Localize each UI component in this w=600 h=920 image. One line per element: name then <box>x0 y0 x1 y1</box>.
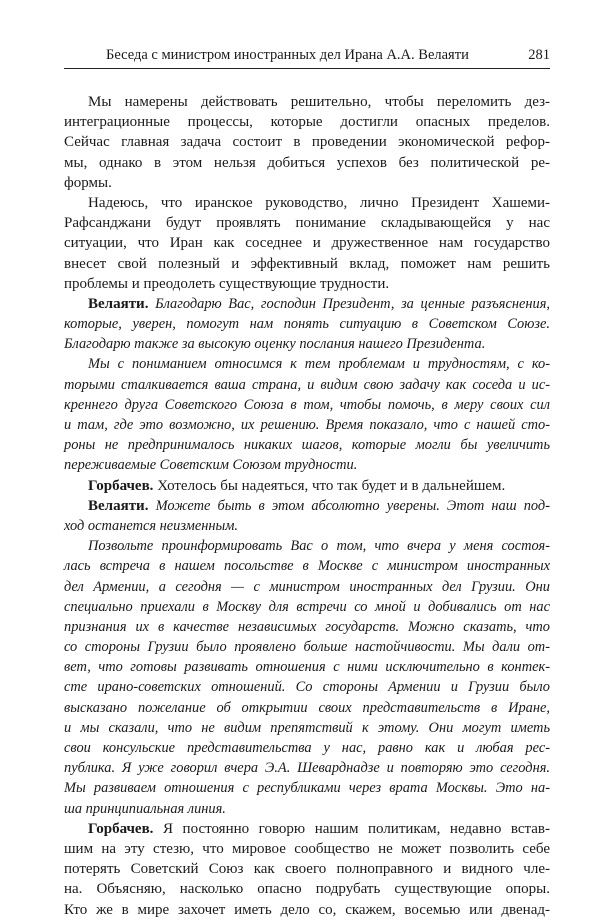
text-line <box>64 213 550 233</box>
line-text: и там, где это возможно, их решению. Время показало, что с нашей сто- <box>64 417 550 433</box>
line-text: признания их в качестве независимых государств. Можно сказать, что <box>64 618 550 635</box>
text-line <box>64 92 550 112</box>
text-line <box>64 274 550 294</box>
line-text: специально приехали в Москву для встречи со мной и добивались от нас <box>64 598 550 615</box>
line-text: на. Объясняю, насколько опасно подрубать существующие опоры. <box>64 881 550 898</box>
text-line <box>64 597 550 617</box>
line-text: креннего друга Советского Союза в том, чтобы помочь, в меру своих сил <box>64 396 550 413</box>
text-line <box>64 314 550 334</box>
line-text: дел Армении, а сегодня — с министром иностранных дел Грузии. Они <box>64 578 550 595</box>
text-line <box>64 233 550 253</box>
line-text: и мы сказали, что не видим препятствий к этому. Они могут иметь <box>64 719 550 736</box>
line-text: шим на эту стезю, что мировое сообщество не может позволить себе <box>64 840 550 857</box>
page-body <box>64 92 550 920</box>
text-line <box>64 819 550 839</box>
text-line <box>64 698 550 718</box>
line-text: торыми сталкивается ваша страна, и видим свою задачу как соседа и ис- <box>64 376 550 393</box>
line-text: Благодарю также за высокую оценку послания нашего Президента. <box>64 336 486 353</box>
line-text: ход останется неизменным. <box>64 517 239 534</box>
line-text: Можете быть в этом абсолютно уверены. Этот наш под- <box>148 497 550 514</box>
text-line <box>64 132 550 152</box>
speaker-name: Велаяти. <box>88 497 149 514</box>
line-text: Позвольте проинформировать Вас о том, что вчера у меня состоя- <box>88 538 550 555</box>
line-text: переживаемые Советским Союзом трудности. <box>64 457 358 474</box>
page-header <box>64 46 550 69</box>
line-text: ситуации, что Иран как соседнее и дружественное нам государство <box>64 235 550 252</box>
text-line <box>64 153 550 173</box>
text-line <box>64 516 550 536</box>
speaker-name: Велаяти. <box>88 295 149 312</box>
line-text: Я постоянно говорю нашим политикам, недавно встав- <box>153 820 550 837</box>
text-line <box>64 839 550 859</box>
text-line <box>64 879 550 899</box>
running-title: Беседа с министром иностранных дел Ирана А.А. Велаяти <box>106 47 469 63</box>
line-text: Кто же в мире захочет иметь дело со, скажем, восемью или двенад- <box>64 901 550 918</box>
text-line <box>64 778 550 798</box>
line-text: Рафсанджани будут проявлять понимание складывающейся у нас <box>64 215 550 232</box>
line-text: потерять Советский Союз как своего полноправного и видного чле- <box>64 861 550 878</box>
line-text: сте ирано-советских отношений. Со стороны Армении и Грузии было <box>64 679 550 696</box>
text-line <box>64 496 550 516</box>
line-text: публика. Я уже говорил вчера Э.А. Шеварднадзе и повторяю это сегодня. <box>64 760 550 777</box>
page-number: 281 <box>528 47 550 63</box>
line-text: проблемы и преодолеть существующие трудности. <box>64 275 390 292</box>
line-text: Мы с пониманием относимся к тем проблемам и трудностям, с ко- <box>88 356 550 373</box>
line-text: которые, уверен, помогут нам понять ситуацию в Советском Союзе. <box>64 316 550 333</box>
line-text: интеграционные процессы, которые достигли опасных пределов. <box>64 114 550 131</box>
text-line <box>64 536 550 556</box>
line-text: высказано пожелание об открытии своих представительств в Иране, <box>64 699 550 716</box>
line-text: со стороны Грузии было проявлено больше настойчивости. Мы дали от- <box>64 639 550 656</box>
text-line <box>64 657 550 677</box>
text-line <box>64 900 550 920</box>
text-line <box>64 354 550 374</box>
text-line <box>64 375 550 395</box>
text-line <box>64 415 550 435</box>
speaker-name: Горбачев. <box>88 820 154 837</box>
text-line <box>64 173 550 193</box>
line-text: Мы развиваем отношения с республиками через врата Москвы. Это на- <box>64 780 550 797</box>
text-line <box>64 254 550 274</box>
text-line <box>64 799 550 819</box>
text-line <box>64 294 550 314</box>
text-line <box>64 758 550 778</box>
text-line <box>64 395 550 415</box>
line-text: ша принципиальная линия. <box>64 800 226 817</box>
text-line <box>64 577 550 597</box>
line-text: вет, что готовы развивать отношения с ними исключительно в контек- <box>64 659 550 676</box>
text-line <box>64 718 550 738</box>
speaker-name: Горбачев. <box>88 477 154 494</box>
text-line <box>64 435 550 455</box>
line-text: Мы намерены действовать решительно, чтобы переломить дез- <box>88 94 550 110</box>
text-line <box>64 334 550 354</box>
line-text: Хотелось бы надеяться, что так будет и в дальнейшем. <box>153 477 506 494</box>
line-text: формы. <box>64 174 112 191</box>
text-line <box>64 859 550 879</box>
text-line <box>64 738 550 758</box>
text-line <box>64 617 550 637</box>
text-line <box>64 112 550 132</box>
text-line <box>64 637 550 657</box>
line-text: внесет свой полезный и эффективный вклад, поможет нам решить <box>64 255 550 272</box>
line-text: Сейчас главная задача состоит в проведении экономической рефор- <box>64 134 550 151</box>
line-text: Надеюсь, что иранское руководство, лично Президент Хашеми- <box>88 194 550 211</box>
line-text: Благодарю Вас, господин Президент, за ценные разъяснения, <box>148 295 550 312</box>
text-line <box>64 677 550 697</box>
text-line <box>64 455 550 475</box>
line-text: роны не предпринималось никаких шагов, которые могли бы увеличить <box>64 437 550 454</box>
line-text: свои консульские представительства у нас, равно как и любая рес- <box>64 740 550 756</box>
text-line <box>64 476 550 496</box>
text-line <box>64 193 550 213</box>
line-text: мы, однако в этом нельзя добиться успехов без политической ре- <box>64 154 550 171</box>
line-text: лась встреча в нашем посольстве в Москве с министром иностранных <box>64 558 550 575</box>
text-line <box>64 556 550 576</box>
